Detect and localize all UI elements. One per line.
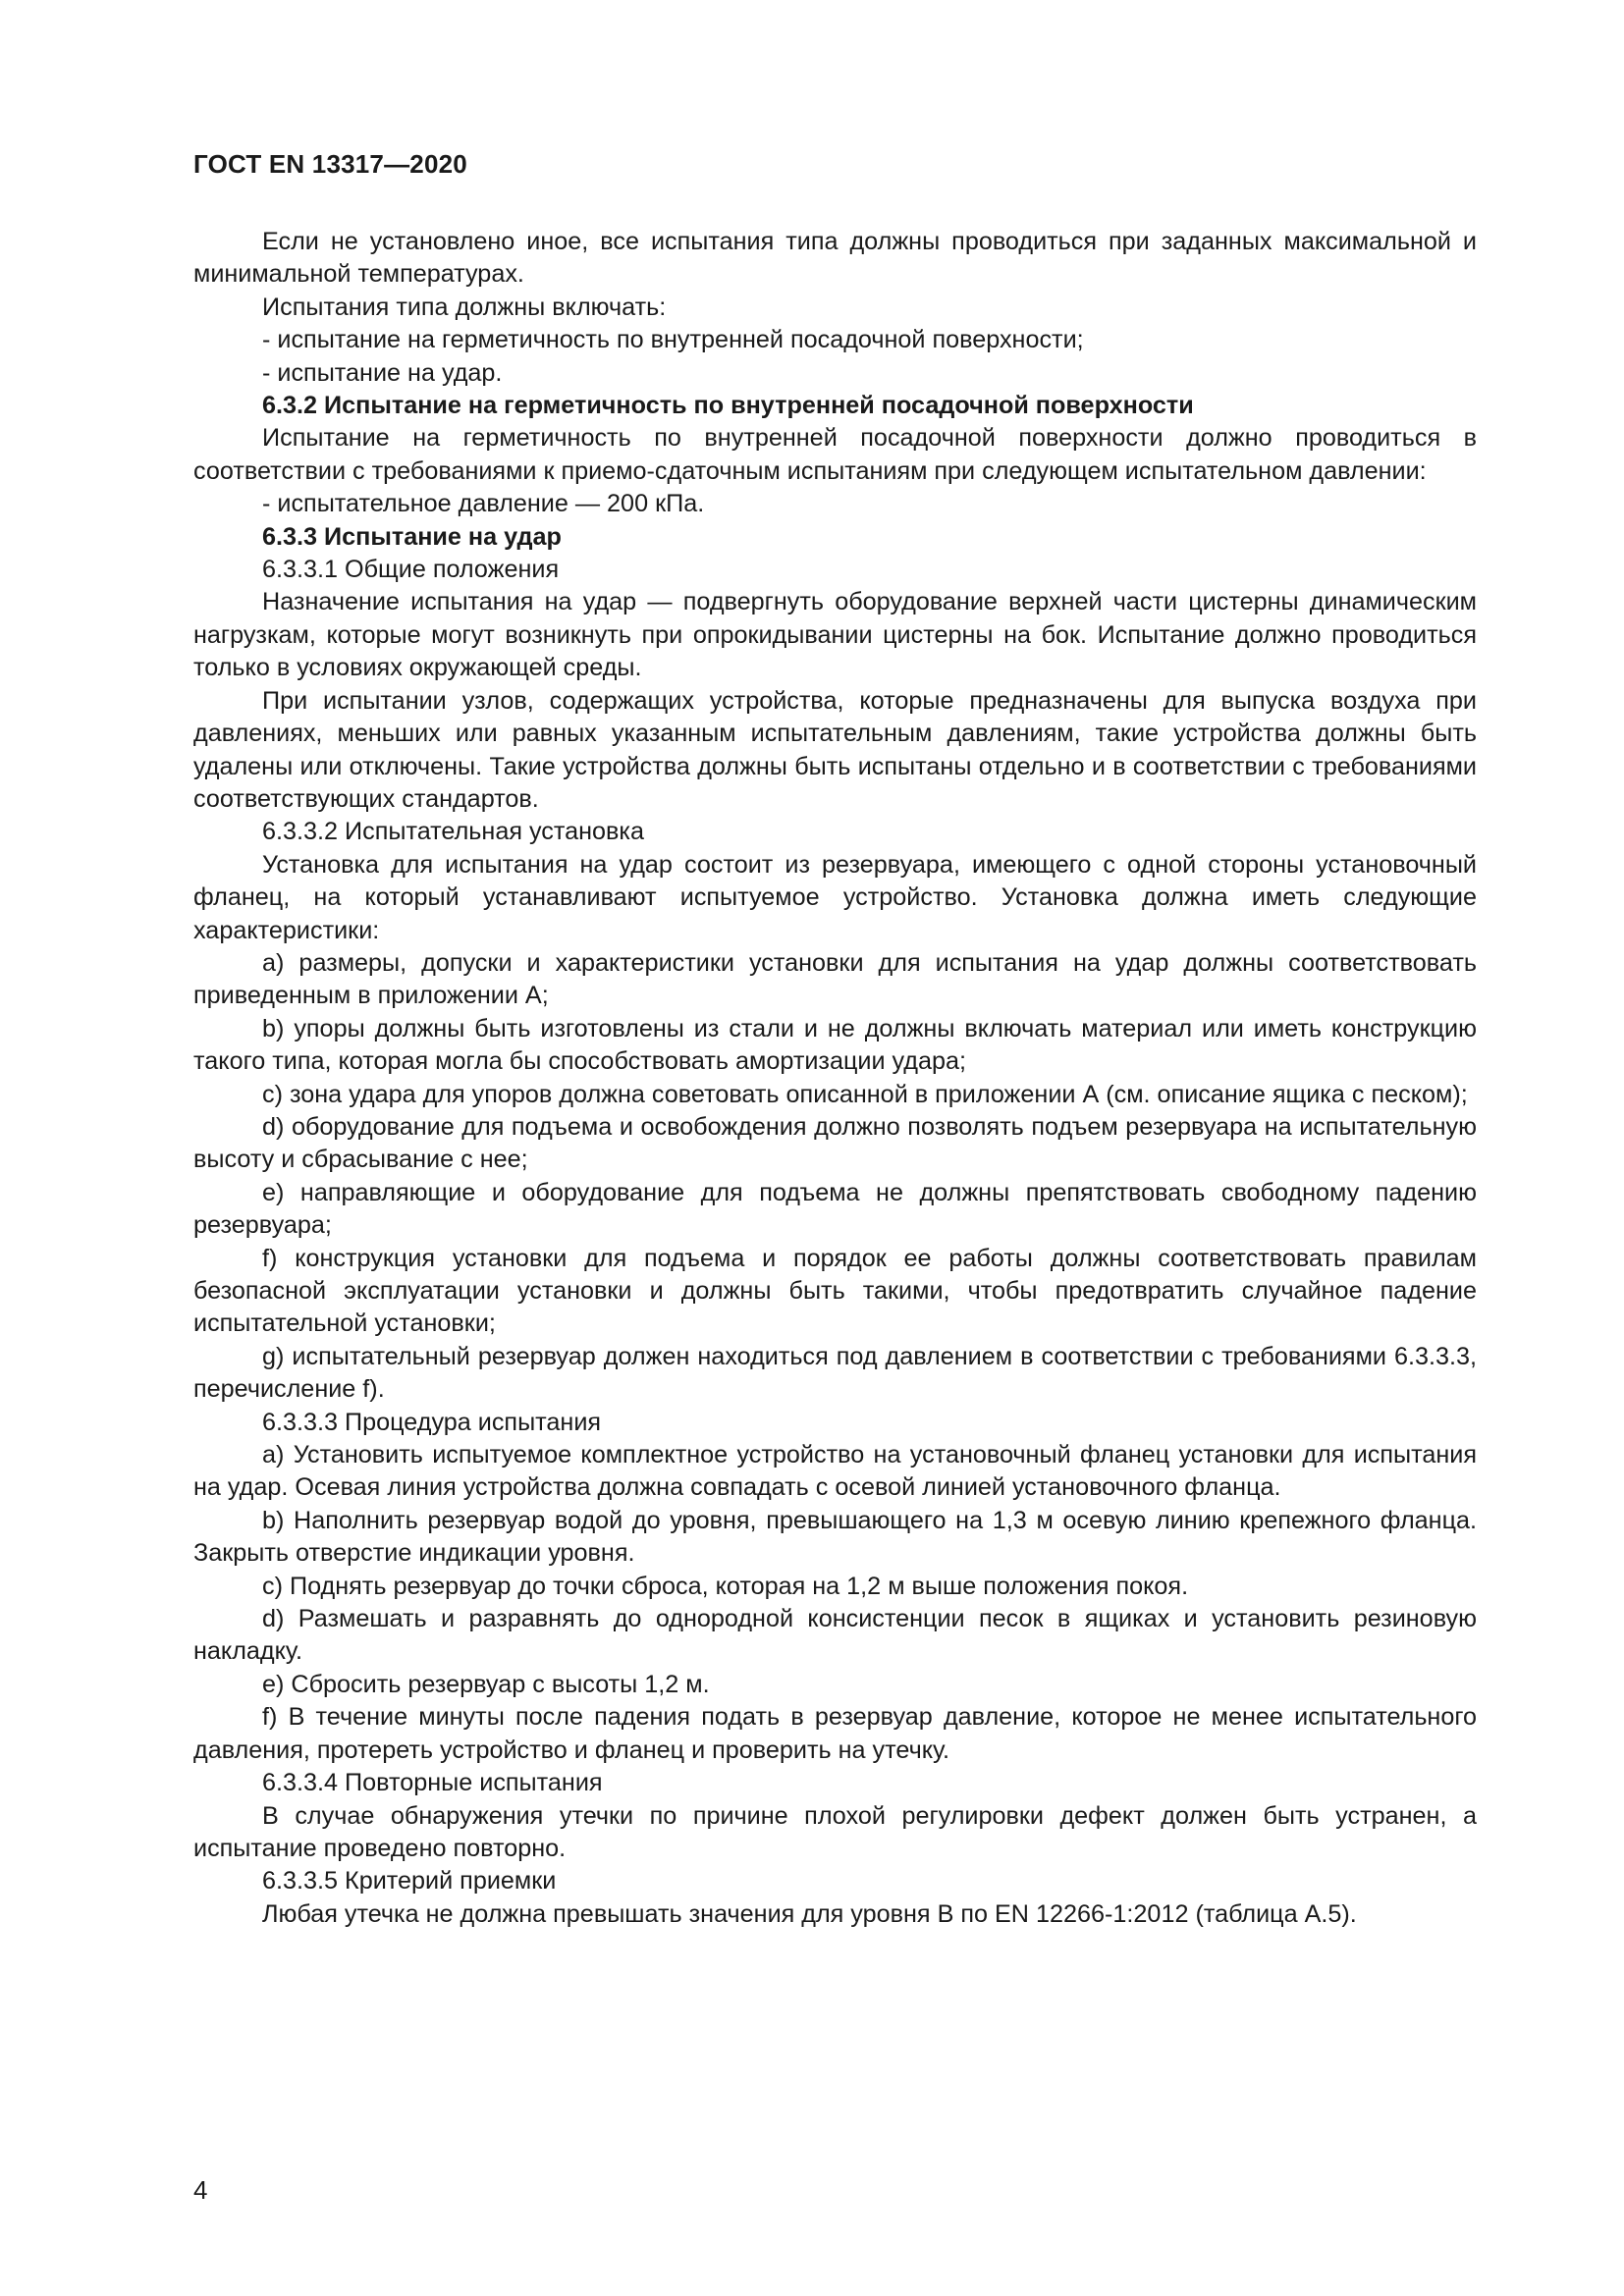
list-item: - испытательное давление — 200 кПа. [262,490,705,518]
list-item: b) Наполнить резервуар водой до уровня, превышающего на 1,3 м осевую линию крепежного фланца. Закрыть отверстие индикации уровня. [193,1506,1477,1568]
paragraph: Испытания типа должны включать: [262,293,667,321]
subsection-heading: 6.3.3.1 Общие положения [262,556,560,584]
list-item: c) Поднять резервуар до точки сброса, которая на 1,2 м выше положения покоя. [262,1572,1189,1600]
list-item: a) размеры, допуски и характеристики установки для испытания на удар должны соответствовать приведенным в приложении А; [193,948,1477,1010]
paragraph: Если не установлено иное, все испытания типа должны проводиться при заданных максимальной и минимальной температурах. [193,228,1477,289]
paragraph: Любая утечка не должна превышать значения для уровня В по EN 12266-1:2012 (таблица А.5). [262,1899,1357,1928]
list-item: c) зона удара для упоров должна советовать описанной в приложении А (см. описание ящика с песком); [262,1080,1468,1108]
section-heading: 6.3.3 Испытание на удар [262,522,562,551]
list-item: e) Сбросить резервуар с высоты 1,2 м. [262,1670,710,1698]
section-heading: 6.3.2 Испытание на герметичность по внутренней посадочной поверхности [262,392,1194,420]
page-number: 4 [193,2175,208,2205]
list-item: d) Размешать и разравнять до однородной консистенции песок в ящиках и установить резиновую накладку. [193,1605,1477,1666]
list-item: - испытание на герметичность по внутренней посадочной поверхности; [262,326,1084,354]
document-body [193,226,1477,1931]
list-item: - испытание на удар. [262,358,503,387]
subsection-heading: 6.3.3.2 Испытательная установка [262,818,645,846]
paragraph: Назначение испытания на удар — подвергнуть оборудование верхней части цистерны динамическим нагрузкам, которые могут возникнуть при опрокидывании цистерны на бок. Испытание должно проводиться только в условиях окружающей среды. [193,588,1477,682]
subsection-heading: 6.3.3.5 Критерий приемки [262,1867,557,1896]
paragraph: Испытание на герметичность по внутренней посадочной поверхности должно проводиться в соответствии с требованиями к приемо-сдаточным испытаниям при следующем испытательном давлении: [193,424,1477,485]
list-item: a) Установить испытуемое комплектное устройство на установочный фланец установки для испытания на удар. Осевая линия устройства должна совпадать с осевой линией установочного фланца. [193,1441,1477,1502]
list-item: f) конструкция установки для подъема и порядок ее работы должны соответствовать правилам безопасной эксплуатации установки и должны быть такими, чтобы предотвратить случайное падение испытательной установки; [193,1244,1477,1338]
list-item: b) упоры должны быть изготовлены из стали и не должны включать материал или иметь конструкцию такого типа, которая могла бы способствовать амортизации удара; [193,1014,1477,1076]
subsection-heading: 6.3.3.4 Повторные испытания [262,1769,603,1797]
list-item: g) испытательный резервуар должен находиться под давлением в соответствии с требованиями 6.3.3.3, перечисление f). [193,1342,1477,1404]
paragraph: Установка для испытания на удар состоит из резервуара, имеющего с одной стороны установочный фланец, на который устанавливают испытуемое устройство. Установка должна иметь следующие характеристики: [193,850,1477,944]
document-header: ГОСТ EN 13317—2020 [193,149,467,179]
list-item: d) оборудование для подъема и освобождения должно позволять подъем резервуара на испытательную высоту и сбрасывание с нее; [193,1112,1477,1174]
subsection-heading: 6.3.3.3 Процедура испытания [262,1408,602,1436]
list-item: e) направляющие и оборудование для подъема не должны препятствовать свободному падению резервуара; [193,1178,1477,1240]
paragraph: В случае обнаружения утечки по причине плохой регулировки дефект должен быть устранен, а испытание проведено повторно. [193,1801,1477,1862]
paragraph: При испытании узлов, содержащих устройства, которые предназначены для выпуска воздуха при давлениях, меньших или равных указанным испытательным давлениям, такие устройства должны быть удалены или отключены. Такие устройства должны быть испытаны отдельно и в соответствии с требованиями соответствующих стандартов. [193,686,1477,813]
list-item: f) В течение минуты после падения подать в резервуар давление, которое не менее испытательного давления, протереть устройство и фланец и проверить на утечку. [193,1703,1477,1764]
